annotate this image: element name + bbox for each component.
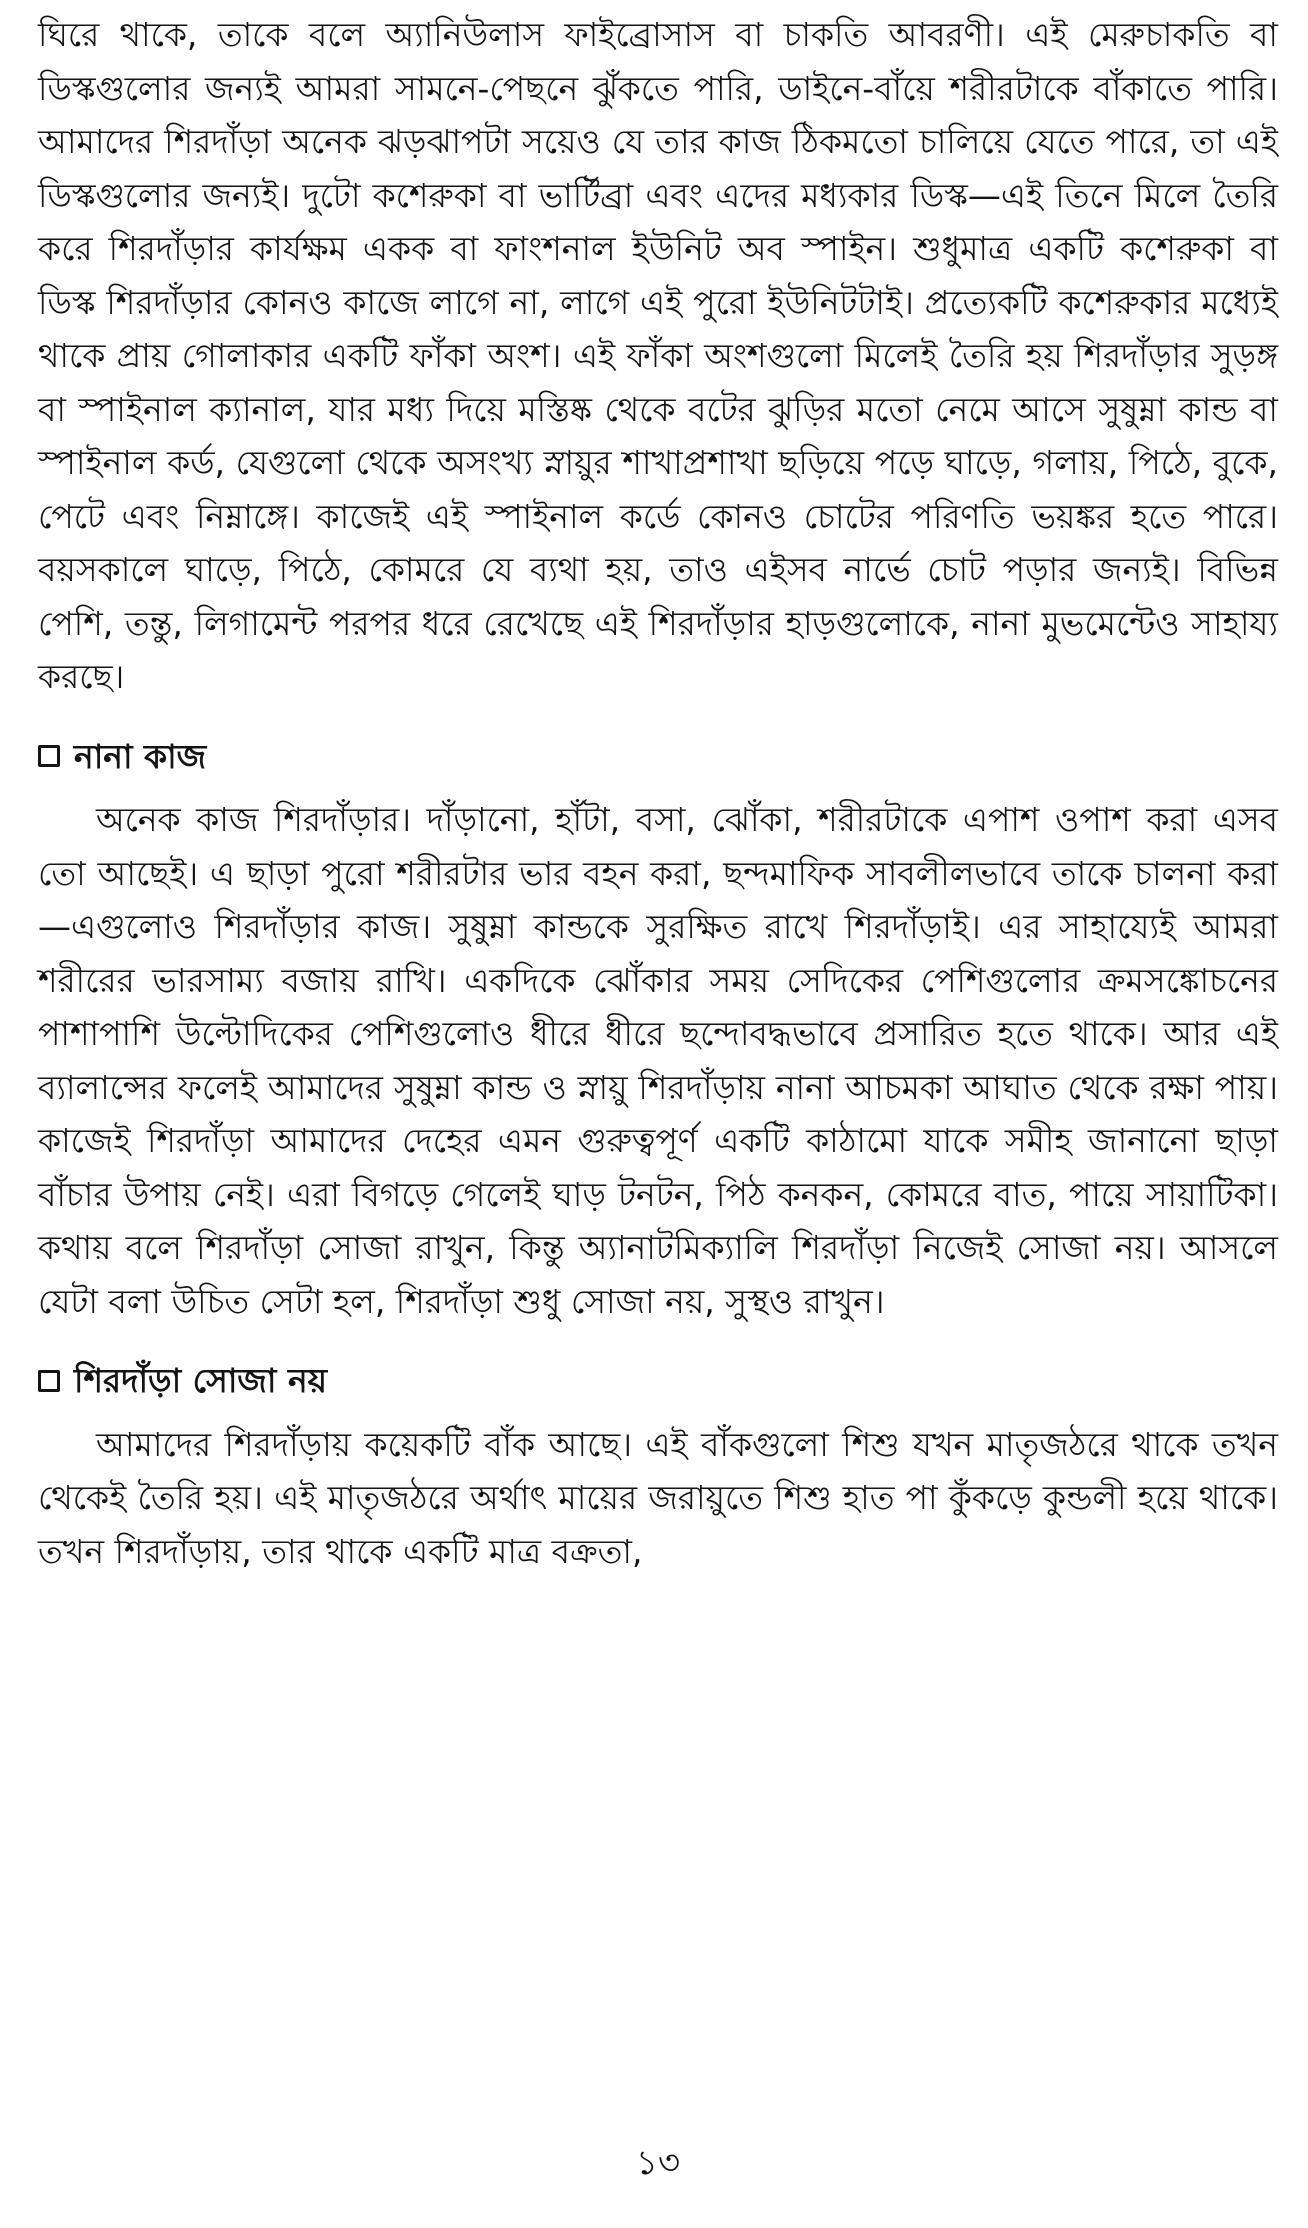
checkbox-square-icon xyxy=(38,1370,60,1392)
checkbox-square-icon xyxy=(38,745,60,767)
section-heading-spine-not-straight-label: শিরদাঁড়া সোজা নয় xyxy=(74,1361,328,1400)
page-number: ১৩ xyxy=(635,2143,681,2183)
paragraph-spine-curves: আমাদের শিরদাঁড়ায় কয়েকটি বাঁক আছে। এই বাঁকগুলো শিশু যখন মাতৃজঠরে থাকে তখন থেকেই তৈরি হয়। এই মাতৃজঠরে অর্থাৎ মায়ের জরায়ুতে শিশু হাত পা কুঁকড়ে কুন্ডলী হয়ে থাকে। তখন শিরদাঁড়ায়, তার থাকে একটি মাত্র বক্রতা, xyxy=(38,1424,1278,1571)
section-heading-functions-label: নানা কাজ xyxy=(74,736,207,776)
paragraph-discs-and-spinal-cord: ঘিরে থাকে, তাকে বলে অ্যানিউলাস ফাইব্রোসাস বা চাকতি আবরণী। এই মেরুচাকতি বা ডিস্কগুলোর জন্যই আমরা সামনে-পেছনে ঝুঁকতে পারি, ডাইনে-বাঁয়ে শরীরটাকে বাঁকাতে পারি। আমাদের শিরদাঁড়া অনেক ঝড়ঝাপটা সয়েও যে তার কাজ ঠিকমতো চালিয়ে যেতে পারে, তা এই ডিস্কগুলোর জন্যই। দুটো কশেরুকা বা ভার্টিব্রা এবং এদের মধ্যকার ডিস্ক—এই তিনে মিলে তৈরি করে শিরদাঁড়ার কার্যক্ষম একক বা ফাংশনাল ইউনিট অব স্পাইন। শুধুমাত্র একটি কশেরুকা বা ডিস্ক শিরদাঁড়ার কোনও কাজে লাগে না, লাগে এই পুরো ইউনিটটাই। প্রত্যেকটি কশেরুকার মধ্যেই থাকে প্রায় গোলাকার একটি ফাঁকা অংশ। এই ফাঁকা অংশগুলো মিলেই তৈরি হয় শিরদাঁড়ার সুড়ঙ্গ বা স্পাইনাল ক্যানাল, যার মধ্য দিয়ে মস্তিষ্ক থেকে বটের ঝুড়ির মতো নেমে আসে সুষুম্না কান্ড বা স্পাইনাল কর্ড, যেগুলো থেকে অসংখ্য স্নায়ুর শাখাপ্রশাখা ছড়িয়ে পড়ে ঘাড়ে, গলায়, পিঠে, বুকে, পেটে এবং নিম্নাঙ্গে। কাজেই এই স্পাইনাল কর্ডে কোনও চোটের পরিণতি ভয়ঙ্কর হতে পারে। বয়সকালে ঘাড়ে, পিঠে, কোমরে যে ব্যথা হয়, তাও এইসব নার্ভে চোট পড়ার জন্যই। বিভিন্ন পেশি, তন্তু, লিগামেন্ট পরপর ধরে রেখেছে এই শিরদাঁড়ার হাড়গুলোকে, নানা মুভমেন্টেও সাহায্য করছে। xyxy=(38,15,1278,696)
book-page xyxy=(38,8,1278,2218)
paragraph-functions: অনেক কাজ শিরদাঁড়ার। দাঁড়ানো, হাঁটা, বসা, ঝোঁকা, শরীরটাকে এপাশ ওপাশ করা এসব তো আছেই। এ ছাড়া পুরো শরীরটার ভার বহন করা, ছন্দমাফিক সাবলীলভাবে তাকে চালনা করা—এগুলোও শিরদাঁড়ার কাজ। সুষুম্না কান্ডকে সুরক্ষিত রাখে শিরদাঁড়াই। এর সাহায্যেই আমরা শরীরের ভারসাম্য বজায় রাখি। একদিকে ঝোঁকার সময় সেদিকের পেশিগুলোর ক্রমসঙ্কোচনের পাশাপাশি উল্টোদিকের পেশিগুলোও ধীরে ধীরে ছন্দোবদ্ধভাবে প্রসারিত হতে থাকে। আর এই ব্যালান্সের ফলেই আমাদের সুষুম্না কান্ড ও স্নায়ু শিরদাঁড়ায় নানা আচমকা আঘাত থেকে রক্ষা পায়। কাজেই শিরদাঁড়া আমাদের দেহের এমন গুরুত্বপূর্ণ একটি কাঠামো যাকে সমীহ জানানো ছাড়া বাঁচার উপায় নেই। এরা বিগড়ে গেলেই ঘাড় টনটন, পিঠ কনকন, কোমরে বাত, পায়ে সায়াটিকা। কথায় বলে শিরদাঁড়া সোজা রাখুন, কিন্তু অ্যানাটমিক্যালি শিরদাঁড়া নিজেই সোজা নয়। আসলে যেটা বলা উচিত সেটা হল, শিরদাঁড়া শুধু সোজা নয়, সুস্থও রাখুন। xyxy=(38,800,1278,1321)
section-heading-functions xyxy=(38,730,1278,784)
section-heading-spine-not-straight xyxy=(38,1354,1278,1408)
